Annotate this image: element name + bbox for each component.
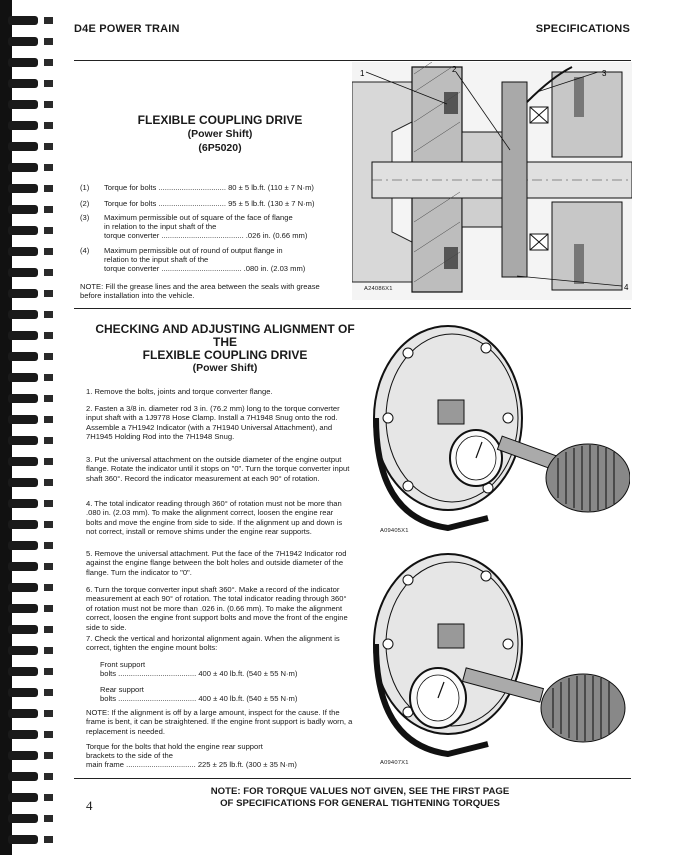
coupling-cross-section-figure	[352, 62, 632, 300]
binding-hole	[44, 143, 53, 150]
binding-hole	[44, 521, 53, 528]
procedure-step-4: 4. The total indicator reading through 360° of rotation must not be more than .080 in. (2.03 mm). To make the alignment correct, loosen the engine rear bolts and move the engine from side to side. If the alignment up and down is not correct, install or remove shims under the engine rear supports.	[86, 499, 343, 537]
footer-note	[150, 786, 570, 810]
callout-4: 4	[624, 283, 629, 292]
binding-ring	[8, 184, 38, 193]
figure-code: A24086X1	[364, 286, 393, 292]
alignment-note: NOTE: If the alignment is off by a large amount, inspect for the cause. If the frame is bent, it can be straightened. If the engine front support is badly worn, a replacement is needed.	[86, 708, 353, 736]
procedure-step-5: 5. Remove the universal attachment. Put the face of the 7H1942 Indicator rod against the engine flange between the bolt holes and outside diameter of the flange. Turn the indicator to "0".	[86, 549, 347, 577]
binding-hole	[44, 185, 53, 192]
binding-ring	[8, 751, 38, 760]
binding-hole	[44, 458, 53, 465]
indicator-drawing-1	[368, 318, 630, 540]
binding-hole	[44, 815, 53, 822]
binding-hole	[44, 80, 53, 87]
section1-note	[80, 282, 355, 300]
binding-ring	[8, 121, 38, 130]
binding-ring	[8, 58, 38, 67]
binding-ring	[8, 247, 38, 256]
binding-ring	[8, 394, 38, 403]
spec-item-number: (3)	[80, 213, 90, 222]
binding-ring	[8, 79, 38, 88]
section1-title-line3: (6P5020)	[198, 142, 242, 154]
binding-hole	[44, 773, 53, 780]
binding-hole	[44, 164, 53, 171]
binding-ring	[8, 352, 38, 361]
binding-hole	[44, 605, 53, 612]
front-support-label: Front support	[100, 660, 146, 669]
procedure-step-1: 1. Remove the bolts, joints and torque converter flange.	[86, 387, 273, 396]
binding-ring	[8, 772, 38, 781]
binding-ring	[8, 667, 38, 676]
binding-ring	[8, 163, 38, 172]
binding-hole	[44, 395, 53, 402]
binding-ring	[8, 268, 38, 277]
binding-hole	[44, 626, 53, 633]
figure-code: A09407X1	[380, 760, 409, 766]
spec-item-line: Maximum permissible out of square of the face of flange	[104, 213, 293, 222]
callout-3: 3	[602, 69, 607, 78]
binding-ring	[8, 646, 38, 655]
torque-line3: main frame ................................. 225 ± 25 lb.ft. (300 ± 35 N·m)	[86, 760, 297, 770]
binding-hole	[44, 59, 53, 66]
indicator-drawing-2	[368, 548, 630, 770]
spec-item-line: Torque for bolts ................................ 95 ± 5 lb.ft. (130 ± 7 N·m)	[104, 199, 315, 208]
binding-ring	[8, 289, 38, 298]
figure-code: A09405X1	[380, 528, 409, 534]
binding-hole	[44, 437, 53, 444]
binding-ring	[8, 688, 38, 697]
section2-title-line1: CHECKING AND ADJUSTING ALIGNMENT OF	[95, 322, 355, 336]
section2-title-line3: FLEXIBLE COUPLING DRIVE	[142, 348, 308, 362]
binding-hole	[44, 542, 53, 549]
section1-title	[100, 113, 340, 155]
rear-support-label: Rear support	[100, 685, 144, 694]
binding-hole	[44, 710, 53, 717]
rear-support-value: bolts ..................................... 400 ± 40 lb.ft. (540 ± 55 N·m)	[100, 694, 298, 704]
binding-hole	[44, 647, 53, 654]
binding-ring	[8, 226, 38, 235]
indicator-figure-2	[368, 548, 630, 770]
spec-item-number: (4)	[80, 246, 90, 255]
binding-ring	[8, 604, 38, 613]
section1-note-line2: before installation into the vehicle.	[80, 291, 195, 301]
binding-hole	[44, 353, 53, 360]
spec-item-line: torque converter ....................................... .026 in. (0.66 mm)	[104, 231, 308, 241]
torque-line2: brackets to the side of the	[86, 751, 173, 761]
binding-ring	[8, 37, 38, 46]
section2-title-line2: THE	[213, 335, 237, 349]
footer-note-line1: NOTE: FOR TORQUE VALUES NOT GIVEN, SEE THE FIRST PAGE	[210, 786, 510, 797]
binding-ring	[8, 205, 38, 214]
rear-bracket-torque-spec	[86, 742, 356, 770]
binding-ring	[8, 373, 38, 382]
section2-title	[70, 323, 380, 375]
binding-ring	[8, 100, 38, 109]
spec-item-number: (1)	[80, 183, 90, 192]
binding-hole	[44, 374, 53, 381]
section2-title-line4: (Power Shift)	[192, 362, 258, 374]
header-rule	[74, 60, 631, 61]
binding-ring	[8, 520, 38, 529]
binding-hole	[44, 668, 53, 675]
binding-hole	[44, 38, 53, 45]
section1-note-line1: NOTE: Fill the grease lines and the area between the seals with grease	[80, 282, 320, 291]
binding-hole	[44, 17, 53, 24]
binding-ring	[8, 541, 38, 550]
binding-ring	[8, 310, 38, 319]
procedure-step-3: 3. Put the universal attachment on the outside diameter of the engine output flange. Rotate the indicator until it stops on "0". Turn the torque converter input shaft 360°. Record the indicator measurement at each 90° of rotation.	[86, 455, 350, 483]
binding-hole	[44, 836, 53, 843]
binding-hole	[44, 689, 53, 696]
callout-2: 2	[452, 65, 457, 74]
binding-ring	[8, 583, 38, 592]
footer-rule	[74, 778, 631, 779]
binding-ring	[8, 415, 38, 424]
binding-hole	[44, 731, 53, 738]
binding-ring	[8, 625, 38, 634]
binding-ring	[8, 16, 38, 25]
binding-hole	[44, 248, 53, 255]
binding-hole	[44, 332, 53, 339]
coupling-drawing	[352, 62, 632, 300]
footer-note-line2: OF SPECIFICATIONS FOR GENERAL TIGHTENING TORQUES	[220, 798, 500, 809]
binding-ring	[8, 499, 38, 508]
binding-hole	[44, 227, 53, 234]
section1-title-line1: FLEXIBLE COUPLING DRIVE	[137, 113, 303, 127]
binding-hole	[44, 311, 53, 318]
spec-item-line: Torque for bolts ................................ 80 ± 5 lb.ft. (110 ± 7 N·m)	[104, 183, 314, 192]
binding-hole	[44, 101, 53, 108]
header-section-title: D4E POWER TRAIN	[74, 23, 180, 35]
page-number: 4	[86, 798, 93, 813]
spec-item-line: in relation to the input shaft of the	[104, 222, 217, 232]
procedure-step-7: 7. Check the vertical and horizontal alignment again. When the alignment is correct, tighten the engine mount bolts:	[86, 634, 340, 653]
binding-hole	[44, 584, 53, 591]
spec-item-number: (2)	[80, 199, 90, 208]
binding-hole	[44, 479, 53, 486]
binding-ring	[8, 436, 38, 445]
binding-hole	[44, 563, 53, 570]
binding-ring	[8, 478, 38, 487]
binding-ring	[8, 730, 38, 739]
binding-hole	[44, 290, 53, 297]
procedure-step-6: 6. Turn the torque converter input shaft 360°. Make a record of the indicator measurement at each 90° of rotation. The total indicator reading through 360° of rotation must not be more than .026 in. (0.66 mm). To make the alignment correct, loosen the engine front support bolts and move the front of the engine side to side.	[86, 585, 348, 632]
section1-title-line2: (Power Shift)	[187, 128, 253, 140]
callout-1: 1	[360, 69, 365, 78]
spiral-binding	[0, 0, 62, 855]
binding-hole	[44, 500, 53, 507]
indicator-figure-1	[368, 318, 630, 540]
binding-ring	[8, 457, 38, 466]
spec-item-line: torque converter ...................................... .080 in. (2.03 mm)	[104, 264, 306, 274]
spec-item-line: Maximum permissible out of round of output flange in	[104, 246, 283, 255]
section-divider	[74, 308, 631, 309]
binding-hole	[44, 752, 53, 759]
header-page-type: SPECIFICATIONS	[535, 23, 630, 35]
spec-item-line: relation to the input shaft of the	[104, 255, 209, 265]
binding-ring	[8, 562, 38, 571]
binding-ring	[8, 331, 38, 340]
binding-hole	[44, 794, 53, 801]
binding-ring	[8, 814, 38, 823]
binding-ring	[8, 142, 38, 151]
torque-line1: Torque for the bolts that hold the engine rear support	[86, 742, 263, 751]
front-support-value: bolts ..................................... 400 ± 40 lb.ft. (540 ± 55 N·m)	[100, 669, 298, 679]
binding-ring	[8, 709, 38, 718]
binding-ring	[8, 793, 38, 802]
procedure-step-2: 2. Fasten a 3/8 in. diameter rod 3 in. (76.2 mm) long to the torque converter input shaft with a 1J9778 Hose Clamp. Install a 7H1948 Snug onto the rod. Assemble a 7H1942 Indicator (with a 7H1940 Universal Attachment), and 7H1945 Holding Rod into the 7H1948 Snug.	[86, 404, 340, 442]
binding-hole	[44, 269, 53, 276]
front-support-spec	[100, 660, 360, 678]
binding-hole	[44, 122, 53, 129]
rear-support-spec	[100, 685, 360, 703]
binding-hole	[44, 416, 53, 423]
binding-hole	[44, 206, 53, 213]
binding-ring	[8, 835, 38, 844]
